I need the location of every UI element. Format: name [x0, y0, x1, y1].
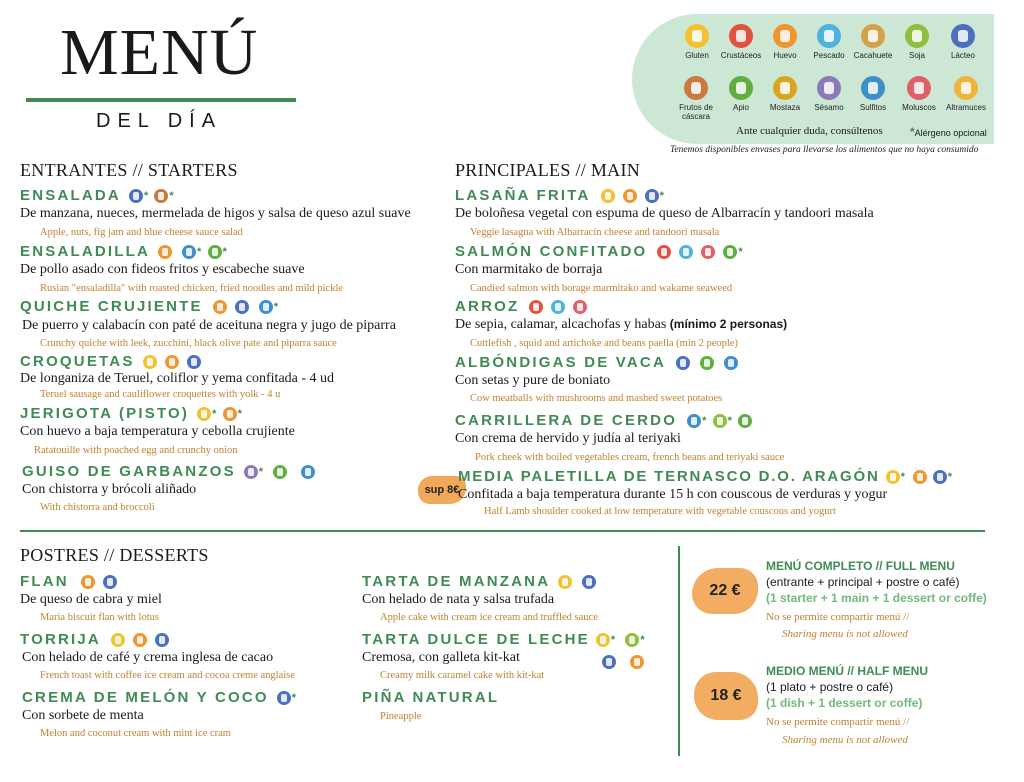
- milk-icon: [933, 470, 947, 484]
- celery-icon: [723, 245, 737, 259]
- sulphite-icon: [259, 300, 273, 314]
- dish-translation: Pork cheek with boiled vegetables cream, french beans and teriyaki sauce: [475, 452, 785, 463]
- egg-icon: [630, 655, 644, 669]
- dish-name: PIÑA NATURAL: [362, 689, 500, 706]
- dish-name: CARRILLERA DE CERDO * *: [455, 412, 752, 429]
- sesame-icon: [244, 465, 258, 479]
- sulphite-icon: [687, 414, 701, 428]
- half-menu-desc-en: (1 dish + 1 dessert or coffe): [766, 696, 923, 710]
- half-menu-desc: (1 plato + postre o café): [766, 680, 894, 694]
- egg-icon: [81, 575, 95, 589]
- dish-description: Confitada a baja temperatura durante 15 h con couscous de verduras y yogur: [458, 487, 888, 502]
- full-menu-desc-en: (1 starter + 1 main + 1 dessert or coffe): [766, 591, 987, 605]
- milk-icon: [129, 189, 143, 203]
- dish-description: De manzana, nueces, mermelada de higos y salsa de queso azul suave: [20, 206, 411, 221]
- egg-icon: [133, 633, 147, 647]
- allergen-peanut: Cacahuete: [852, 24, 894, 60]
- allergen-mustard: Mostaza: [764, 76, 806, 112]
- dish-description: De boloñesa vegetal con espuma de queso de Albarracín y tandoori masala: [455, 206, 874, 221]
- sulphite-icon: [301, 465, 315, 479]
- wheat-icon: [197, 407, 211, 421]
- dish-translation: Crunchy quiche with leek, zucchini, black olive pate and piparra sauce: [40, 338, 337, 349]
- dish-translation: Cuttlefish , squid and artichoke and beans paella (min 2 people): [470, 338, 738, 349]
- sulphite-icon: [724, 356, 738, 370]
- wheat-icon: [601, 189, 615, 203]
- dish-description: De sepia, calamar, alcachofas y habas (mínimo 2 personas): [455, 317, 788, 332]
- dish-name: ENSALADA * *: [20, 187, 176, 204]
- dish-description: De longaniza de Teruel, coliflor y yema confitada - 4 ud: [20, 371, 335, 386]
- desserts-heading: POSTRES // DESSERTS: [20, 545, 209, 565]
- dish-description: Con helado de nata y salsa trufada: [362, 592, 555, 607]
- milk-icon: [103, 575, 117, 589]
- lobster-icon: [529, 300, 543, 314]
- title-divider: [26, 98, 296, 102]
- dish-description: Con huevo a baja temperatura y cebolla crujiente: [20, 424, 295, 439]
- share-note: No se permite compartir menú //: [766, 716, 910, 728]
- menu-divider: [678, 546, 680, 756]
- starters-heading: ENTRANTES // STARTERS: [20, 160, 238, 180]
- milk-icon: [582, 575, 596, 589]
- menu-subtitle: DEL DÍA: [96, 110, 223, 132]
- milk-icon: [676, 356, 690, 370]
- wheat-icon: [886, 470, 900, 484]
- dish-name: LASAÑA FRITA *: [455, 187, 667, 204]
- egg-icon: [158, 245, 172, 259]
- dish-translation: Veggie lasagna with Albarracín cheese and tandoori masala: [470, 227, 720, 238]
- mollusc-icon: [573, 300, 587, 314]
- peanut-icon: [861, 24, 885, 48]
- allergen-note: Ante cualquier duda, consúltenos: [736, 125, 883, 137]
- milk-icon: [277, 691, 291, 705]
- milk-icon: [155, 633, 169, 647]
- takeaway-note: Tenemos disponibles envases para llevarse los alimentos que no haya consumido: [670, 145, 979, 155]
- allergen-dairy: Lácteo: [942, 24, 984, 60]
- dish-description: Con crema de hervido y judía al teriyaki: [455, 431, 681, 446]
- dish-translation: French toast with coffee ice cream and cocoa creme anglaise: [40, 670, 295, 681]
- dish-name: TORRIJA: [20, 631, 169, 648]
- fish-icon: [551, 300, 565, 314]
- celery-icon: [700, 356, 714, 370]
- celery-icon: [729, 76, 753, 100]
- dish-name: CREMA DE MELÓN Y COCO *: [22, 689, 299, 706]
- dish-translation: Candied salmon with borage marmitako and wakame seaweed: [470, 283, 733, 294]
- wheat-icon: [558, 575, 572, 589]
- nut-icon: [684, 76, 708, 100]
- dish-name: SALMÓN CONFITADO *: [455, 243, 745, 260]
- dessert-allergens: [598, 653, 644, 671]
- dish-translation: Creamy milk caramel cake with kit-kat: [380, 670, 545, 681]
- optional-star-icon: *: [910, 125, 915, 139]
- dish-name: MEDIA PALETILLA DE TERNASCO D.O. ARAGÓN * *: [458, 468, 954, 485]
- dish-translation: Ratatouille with poached egg and crunchy onion: [34, 445, 238, 456]
- dish-description: De pollo asado con fideos fritos y escabeche suave: [20, 262, 305, 277]
- dish-translation: Apple, nuts, fig jam and blue cheese sauce salad: [40, 227, 243, 238]
- fish-icon: [817, 24, 841, 48]
- lupin-icon: [954, 76, 978, 100]
- dish-name: ALBÓNDIGAS DE VACA: [455, 354, 738, 371]
- milk-icon: [602, 655, 616, 669]
- celery-icon: [273, 465, 287, 479]
- lobster-icon: [729, 24, 753, 48]
- full-menu-heading: MENÚ COMPLETO // FULL MENU: [766, 559, 955, 573]
- dish-description: De queso de cabra y miel: [20, 592, 162, 607]
- sulphite-icon: [861, 76, 885, 100]
- soy-icon: [625, 633, 639, 647]
- dish-name: ENSALADILLA * *: [20, 243, 229, 260]
- dish-name: JERIGOTA (PISTO) * *: [20, 405, 245, 422]
- milk-icon: [187, 355, 201, 369]
- egg-icon: [223, 407, 237, 421]
- wheat-icon: [596, 633, 610, 647]
- wheat-icon: [143, 355, 157, 369]
- mollusc-icon: [907, 76, 931, 100]
- soy-icon: [713, 414, 727, 428]
- fish-icon: [679, 245, 693, 259]
- sesame-icon: [817, 76, 841, 100]
- supplement-badge: sup 8€: [418, 476, 466, 504]
- allergen-crustaceans: Crustáceos: [720, 24, 762, 60]
- dish-translation: Teruel sausage and cauliflower croquettes with yolk - 4 u: [40, 389, 281, 400]
- lobster-icon: [657, 245, 671, 259]
- wheat-icon: [685, 24, 709, 48]
- dish-description: De puerro y calabacín con paté de aceituna negra y jugo de piparra: [22, 318, 396, 333]
- celery-icon: [738, 414, 752, 428]
- section-divider: [20, 530, 985, 532]
- dish-translation: Cow meatballs with mushrooms and mashed sweet potatoes: [470, 393, 723, 404]
- dish-translation: Half Lamb shoulder cooked at low temperature with vegetable couscous and yogurt: [484, 506, 836, 517]
- dish-translation: Maria biscuit flan with lotus: [40, 612, 159, 623]
- egg-icon: [213, 300, 227, 314]
- menu-title: MENÚ: [60, 16, 259, 89]
- dish-translation: Apple cake with cream ice cream and truffled sauce: [380, 612, 598, 623]
- dish-name: TARTA DE MANZANA: [362, 573, 596, 590]
- dish-name: ARROZ: [455, 298, 587, 315]
- allergen-fish: Pescado: [808, 24, 850, 60]
- dish-description: Con helado de café y crema inglesa de cacao: [22, 650, 274, 665]
- sulphite-icon: [182, 245, 196, 259]
- wheat-icon: [111, 633, 125, 647]
- share-note-en: Sharing menu is not allowed: [782, 628, 908, 640]
- dish-description: Cremosa, con galleta kit-kat: [362, 650, 520, 665]
- dish-translation: With chistorra and broccoli: [40, 502, 155, 513]
- allergen-celery: Apio: [720, 76, 762, 112]
- share-note: No se permite compartir menú //: [766, 611, 910, 623]
- allergen-lupin: Altramuces: [942, 76, 990, 112]
- celery-icon: [208, 245, 222, 259]
- allergen-sesame: Sésamo: [808, 76, 850, 112]
- mollusc-icon: [701, 245, 715, 259]
- mains-heading: PRINCIPALES // MAIN: [455, 160, 641, 180]
- milk-icon: [645, 189, 659, 203]
- full-menu-desc: (entrante + principal + postre o café): [766, 575, 960, 589]
- milk-icon: [235, 300, 249, 314]
- allergen-egg: Huevo: [764, 24, 806, 60]
- allergen-soy: Soja: [896, 24, 938, 60]
- egg-icon: [913, 470, 927, 484]
- allergen-sulphites: Sulfitos: [852, 76, 894, 112]
- dish-description: Con chistorra y brócoli aliñado: [22, 482, 197, 497]
- optional-allergen-legend: *Alérgeno opcional: [910, 125, 987, 139]
- mustard-icon: [773, 76, 797, 100]
- allergen-nuts: Frutos de cáscara: [672, 76, 720, 121]
- half-menu-heading: MEDIO MENÚ // HALF MENU: [766, 664, 928, 678]
- allergen-molluscs: Moluscos: [898, 76, 940, 112]
- dish-description: Con sorbete de menta: [22, 708, 144, 723]
- dish-name: QUICHE CRUJIENTE *: [20, 298, 281, 315]
- dish-name: GUISO DE GARBANZOS *: [22, 463, 315, 480]
- egg-icon: [623, 189, 637, 203]
- dish-name: CROQUETAS: [20, 353, 201, 370]
- dish-name: TARTA DULCE DE LECHE * *: [362, 631, 647, 648]
- dish-translation: Pineapple: [380, 711, 422, 722]
- soy-icon: [905, 24, 929, 48]
- dish-description: Con marmitako de borraja: [455, 262, 603, 277]
- allergen-gluten: Gluten: [676, 24, 718, 60]
- dish-description: Con setas y pure de boniato: [455, 373, 611, 388]
- half-menu-price: 18 €: [694, 672, 758, 720]
- nut-icon: [154, 189, 168, 203]
- dish-translation: Rusian "ensaladilla" with roasted chicken, fried noodles and mild pickle: [40, 283, 344, 294]
- milk-icon: [951, 24, 975, 48]
- share-note-en: Sharing menu is not allowed: [782, 734, 908, 746]
- egg-icon: [773, 24, 797, 48]
- full-menu-price: 22 €: [692, 568, 758, 614]
- egg-icon: [165, 355, 179, 369]
- dish-translation: Melon and coconut cream with mint ice cram: [40, 728, 231, 739]
- dish-name: FLAN: [20, 573, 117, 590]
